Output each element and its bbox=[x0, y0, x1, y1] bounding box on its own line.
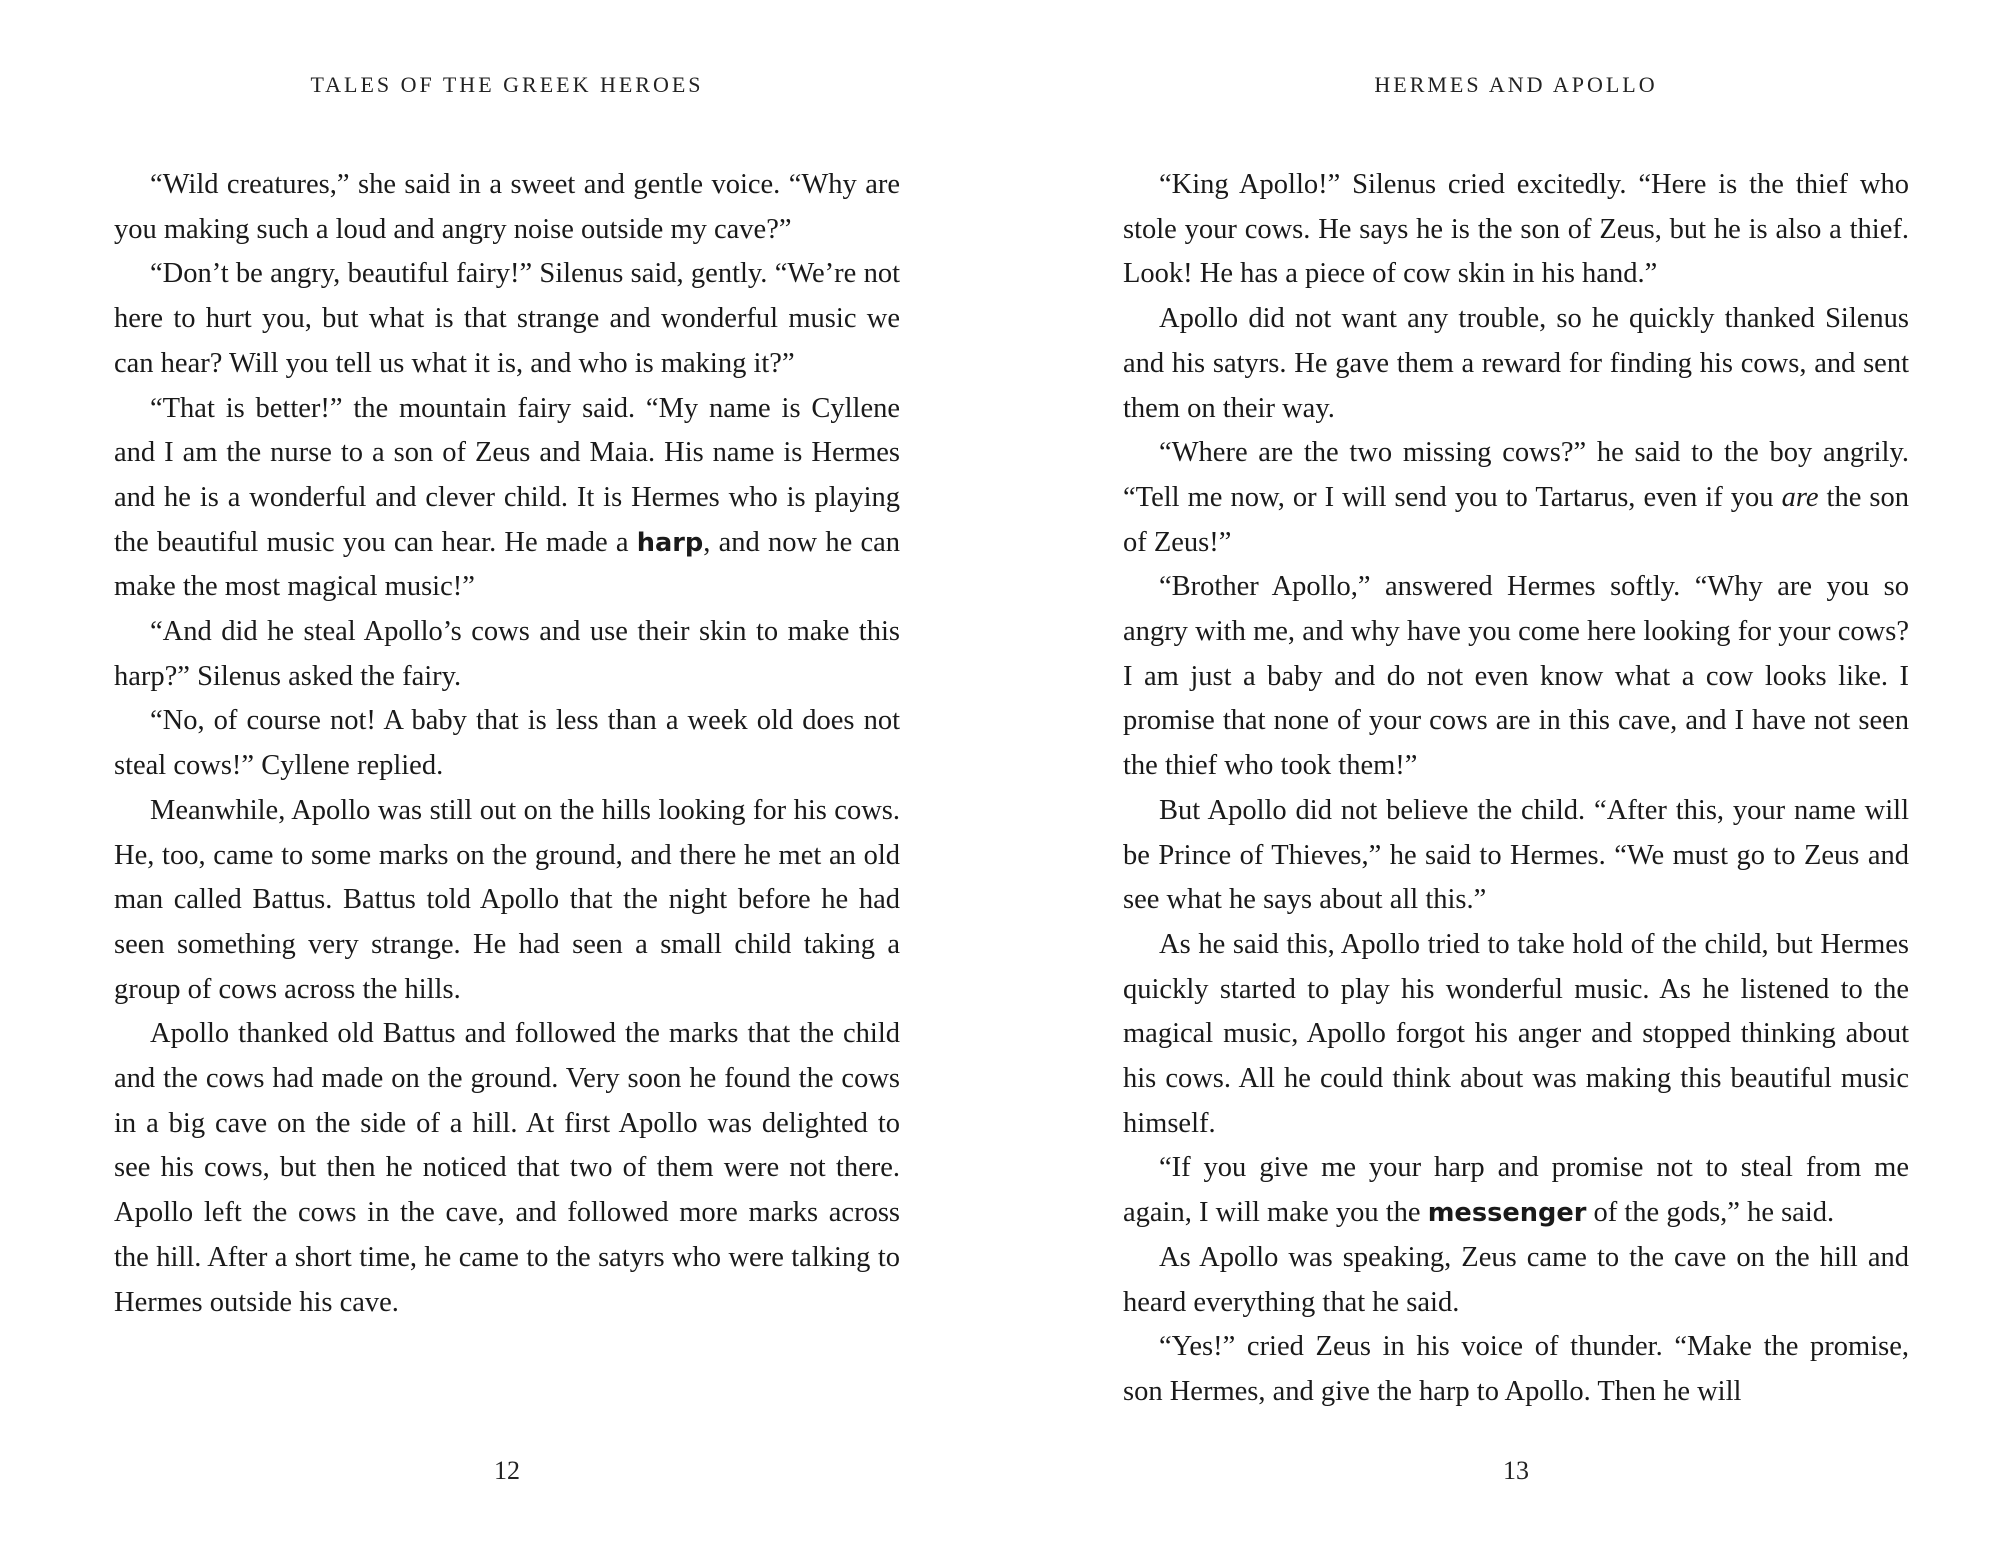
right-page bbox=[1123, 0, 1909, 1546]
text-run: , and now he can make the most magical music!” bbox=[114, 526, 900, 603]
emphasis: are bbox=[1781, 481, 1819, 513]
paragraph: “Don’t be angry, beautiful fairy!” Silenus said, gently. “We’re not here to hurt you, but what is that strange and wonderful music we can hear? Will you tell us what it is, and who is making it?” bbox=[114, 258, 900, 379]
paragraph: “Brother Apollo,” answered Hermes softly. “Why are you so angry with me, and why have you come here looking for your cows? I am just a baby and do not even know what a cow looks like. I promise that none of your cows are in this cave, and I have not seen the thief who took them!” bbox=[1123, 571, 1909, 782]
running-head-left: TALES OF THE GREEK HEROES bbox=[310, 72, 704, 97]
text-run: “If you give me your harp and promise not to steal from me again, I will make you the bbox=[1123, 1152, 1909, 1229]
paragraph bbox=[1123, 1146, 1909, 1235]
glossary-term: harp bbox=[636, 527, 704, 558]
paragraph: “King Apollo!” Silenus cried excitedly. “Here is the thief who stole your cows. He says he is the son of Zeus, but he is also a thief. Look! He has a piece of cow skin in his hand.” bbox=[1123, 169, 1909, 290]
paragraph: Apollo did not want any trouble, so he quickly thanked Silenus and his satyrs. He gave them a reward for finding his cows, and sent them on their way. bbox=[1123, 303, 1909, 424]
paragraph bbox=[114, 387, 900, 611]
page-number-right: 13 bbox=[1503, 1456, 1529, 1485]
text-run: “Where are the two missing cows?” he said to the boy angrily. “Tell me now, or I will send you to Tartarus, even if you bbox=[1123, 437, 1909, 513]
glossary-term: messenger bbox=[1427, 1198, 1587, 1229]
left-page-body bbox=[114, 163, 900, 1325]
text-run: the son of Zeus!” bbox=[1123, 481, 1909, 558]
paragraph: “And did he steal Apollo’s cows and use their skin to make this harp?” Silenus asked the fairy. bbox=[114, 616, 900, 692]
running-head-right: HERMES AND APOLLO bbox=[1374, 72, 1658, 97]
paragraph: “Yes!” cried Zeus in his voice of thunder. “Make the promise, son Hermes, and give the harp to Apollo. Then he will bbox=[1123, 1331, 1909, 1407]
paragraph: As Apollo was speaking, Zeus came to the cave on the hill and heard everything that he said. bbox=[1123, 1241, 1909, 1318]
paragraph: “No, of course not! A baby that is less than a week old does not steal cows!” Cyllene replied. bbox=[114, 705, 900, 782]
left-page bbox=[114, 0, 900, 1546]
page-number-left: 12 bbox=[494, 1456, 520, 1485]
paragraph: “Wild creatures,” she said in a sweet and gentle voice. “Why are you making such a loud and angry noise outside my cave?” bbox=[114, 169, 900, 245]
right-page-body bbox=[1123, 163, 1909, 1415]
paragraph: Meanwhile, Apollo was still out on the hills looking for his cows. He, too, came to some marks on the ground, and there he met an old man called Battus. Battus told Apollo that the night before he had seen something very strange. He had seen a small child taking a group of cows across the hills. bbox=[114, 794, 900, 1005]
paragraph: But Apollo did not believe the child. “After this, your name will be Prince of Thieves,” he said to Hermes. “We must go to Zeus and see what he says about all this.” bbox=[1123, 794, 1909, 916]
paragraph: As he said this, Apollo tried to take hold of the child, but Hermes quickly started to play his wonderful music. As he listened to the magical music, Apollo forgot his anger and stopped thinking about his cows. All he could think about was making this beautiful music himself. bbox=[1123, 928, 1909, 1139]
text-run: “That is better!” the mountain fairy said. “My name is Cyllene and I am the nurse to a son of Zeus and Maia. His name is Hermes and he is a wonderful and clever child. It is Hermes who is playing the beautiful music you can hear. He made a bbox=[114, 392, 900, 558]
paragraph bbox=[1123, 431, 1909, 565]
text-run: of the gods,” he said. bbox=[1586, 1197, 1835, 1229]
paragraph: Apollo thanked old Battus and followed the marks that the child and the cows had made on the ground. Very soon he found the cows in a big cave on the side of a hill. At first Apollo was delighted to see his cows, but then he noticed that two of them were not there. Apollo left the cows in the cave, and followed more marks across the hill. After a short time, he came to the satyrs who were talking to Hermes outside his cave. bbox=[114, 1018, 900, 1318]
